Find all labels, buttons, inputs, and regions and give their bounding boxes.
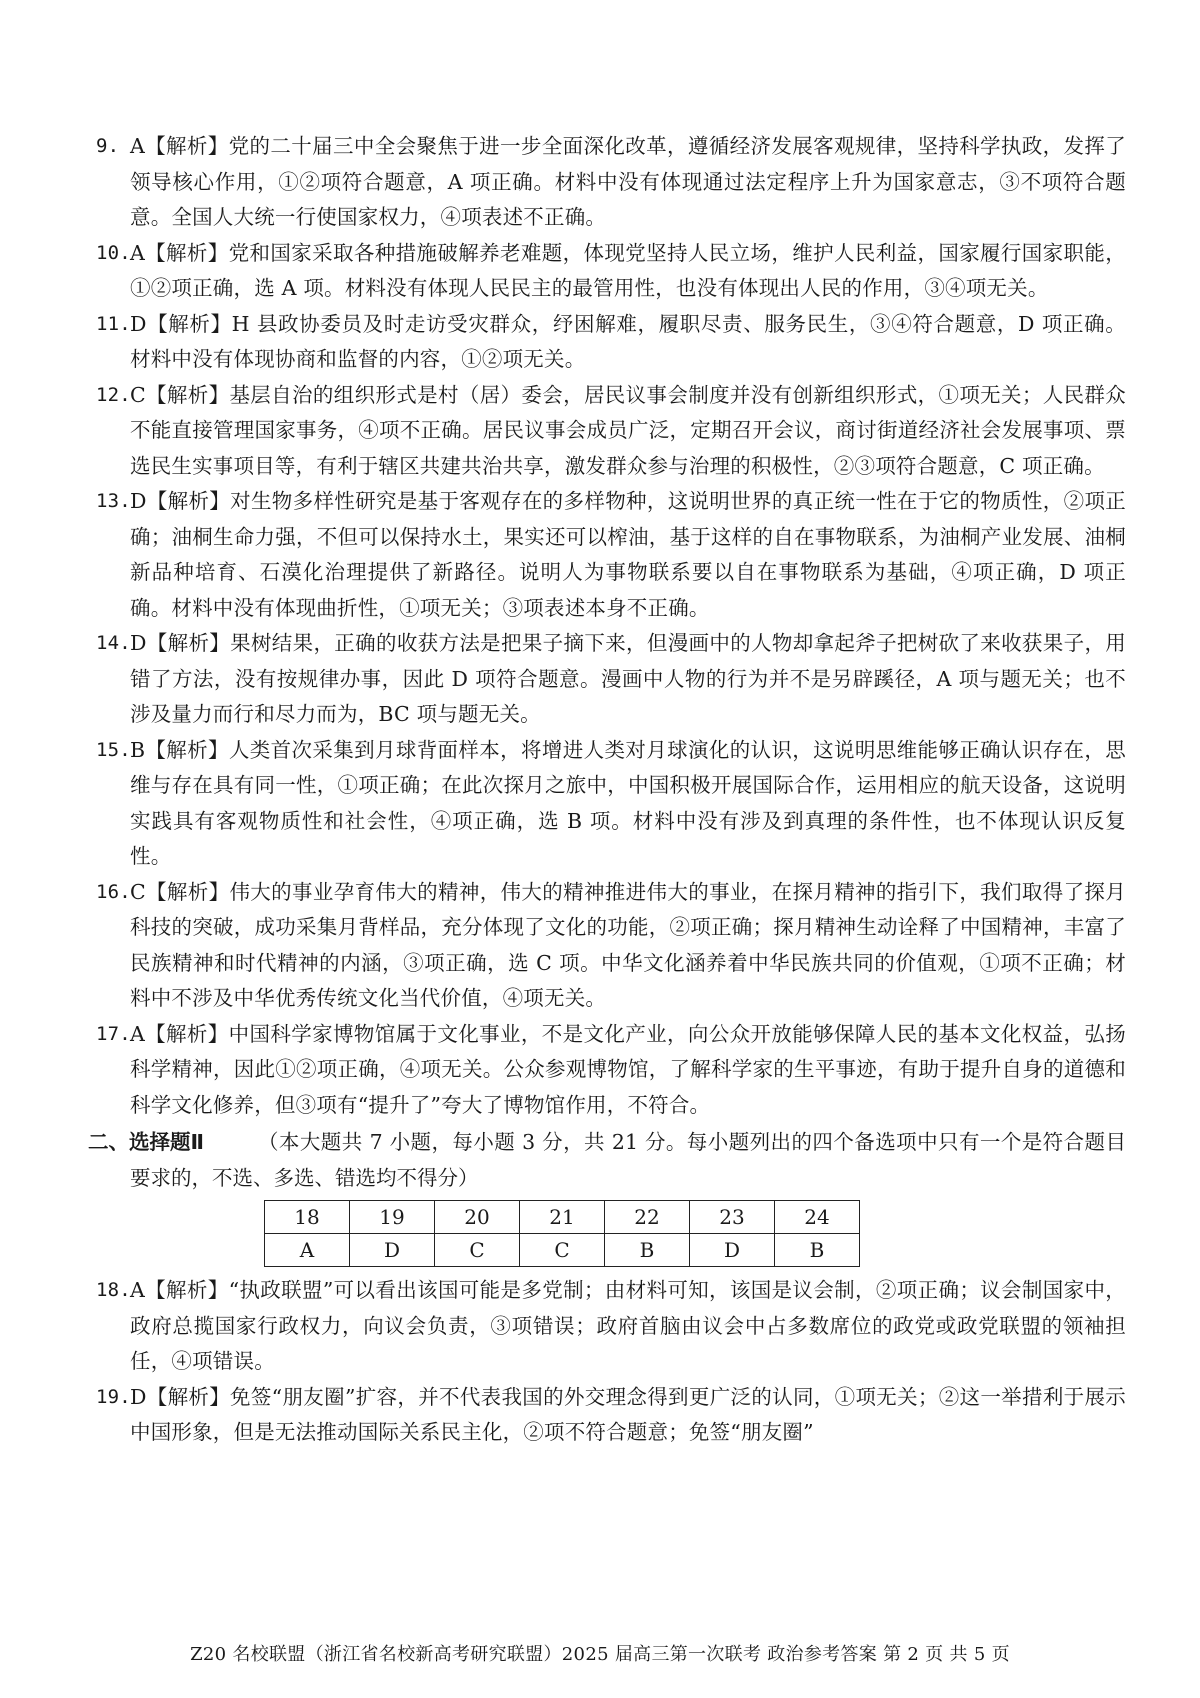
item-number: 14. bbox=[96, 632, 131, 654]
item-number: 12. bbox=[96, 383, 131, 406]
item-text: D【解析】果树结果，正确的收获方法是把果子摘下来，但漫画中的人物却拿起斧子把树砍了来收获果子，用错了方法，没有按规律办事，因此 D 项符合题意。漫画中人物的行为并不是另辟蹊径，A 项与题无关；也不涉及量力而行和尽力而为，BC 项与题无关。 bbox=[130, 631, 1126, 726]
answer-item-12 bbox=[96, 378, 1126, 485]
answer-item-17 bbox=[96, 1017, 1126, 1124]
item-text: B【解析】人类首次采集到月球背面样本，将增进人类对月球演化的认识，这说明思维能够正确认识存在，思维与存在具有同一性，①项正确；在此次探月之旅中，中国积极开展国际合作，运用相应的航天设备，这说明实践具有客观物质性和社会性，④项正确，选 B 项。材料中没有涉及到真理的条件性，也不体现认识反复性。 bbox=[130, 737, 1126, 868]
item-text: A【解析】党和国家采取各种措施破解养老难题，体现党坚持人民立场，维护人民利益，国家履行国家职能，①②项正确，选 A 项。材料没有体现人民民主的最管用性，也没有体现出人民的作用，③④项无关。 bbox=[130, 240, 1126, 300]
answer-letter-cell: B bbox=[775, 1234, 860, 1267]
answer-letter-cell: B bbox=[605, 1234, 690, 1267]
answer-letter-cell: D bbox=[690, 1234, 775, 1267]
item-number: 17. bbox=[96, 1022, 131, 1045]
item-number: 18. bbox=[96, 1279, 131, 1301]
page-content bbox=[88, 129, 1126, 1451]
item-text: C【解析】基层自治的组织形式是村（居）委会，居民议事会制度并没有创新组织形式，①项无关；人民群众不能直接管理国家事务，④项不正确。居民议事会成员广泛，定期召开会议，商讨街道经济社会发展事项、票选民生实事项目等，有利于辖区共建共治共享，激发群众参与治理的积极性，②③项符合题意，C 项正确。 bbox=[130, 382, 1126, 478]
answer-item-15 bbox=[96, 733, 1126, 875]
answer-letter-row bbox=[265, 1234, 860, 1267]
answer-item-13 bbox=[96, 484, 1126, 626]
item-text: A【解析】“执政联盟”可以看出该国可能是多党制；由材料可知，该国是议会制，②项正确；议会制国家中，政府总揽国家行政权力，向议会负责，③项错误；政府首脑由议会中占多数席位的政党或政党联盟的领袖担任，④项错误。 bbox=[130, 1278, 1126, 1373]
item-number: 19. bbox=[96, 1385, 131, 1408]
question-number-row bbox=[265, 1201, 860, 1234]
answer-table bbox=[264, 1200, 860, 1267]
section-description: （本大题共 7 小题，每小题 3 分，共 21 分。每小题列出的四个备选项中只有一个是符合题目要求的，不选、多选、错选均不得分） bbox=[130, 1130, 1126, 1190]
item-text: D【解析】免签“朋友圈”扩容，并不代表我国的外交理念得到更广泛的认同，①项无关；②这一举措利于展示中国形象，但是无法推动国际关系民主化，②项不符合题意；免签“朋友圈” bbox=[130, 1384, 1126, 1444]
answer-item-11 bbox=[96, 307, 1126, 378]
item-number: 16. bbox=[96, 880, 131, 903]
answer-item-14 bbox=[96, 626, 1126, 733]
answer-letter-cell: C bbox=[520, 1234, 605, 1267]
question-number-cell: 20 bbox=[435, 1201, 520, 1234]
item-text: A【解析】党的二十届三中全会聚焦于进一步全面深化改革，遵循经济发展客观规律，坚持科学执政，发挥了领导核心作用，①②项符合题意，A 项正确。材料中没有体现通过法定程序上升为国家意志，③不项符合题意。全国人大统一行使国家权力，④项表述不正确。 bbox=[130, 134, 1126, 229]
question-number-cell: 19 bbox=[350, 1201, 435, 1234]
item-text: C【解析】伟大的事业孕育伟大的精神，伟大的精神推进伟大的事业，在探月精神的指引下，我们取得了探月科技的突破，成功采集月背样品，充分体现了文化的功能，②项正确；探月精神生动诠释了中国精神，丰富了民族精神和时代精神的内涵，③项正确，选 C 项。中华文化涵养着中华民族共同的价值观，①项不正确；材料中不涉及中华优秀传统文化当代价值，④项无关。 bbox=[130, 879, 1126, 1010]
item-text: D【解析】H 县政协委员及时走访受灾群众，纾困解难，履职尽责、服务民生，③④符合题意，D 项正确。材料中没有体现协商和监督的内容，①②项无关。 bbox=[130, 311, 1126, 371]
item-number: 11. bbox=[96, 312, 131, 335]
question-number-cell: 22 bbox=[605, 1201, 690, 1234]
question-number-cell: 21 bbox=[520, 1201, 605, 1234]
question-number-cell: 18 bbox=[265, 1201, 350, 1234]
answer-letter-cell: A bbox=[265, 1234, 350, 1267]
item-number: 13. bbox=[96, 490, 131, 512]
item-text: D【解析】对生物多样性研究是基于客观存在的多样物种，这说明世界的真正统一性在于它的物质性，②项正确；油桐生命力强，不但可以保持水土，果实还可以榨油，基于这样的自在事物联系，为油桐产业发展、油桐新品种培育、石漠化治理提供了新路径。说明人为事物联系要以自在事物联系为基础，④项正确，D 项正确。材料中没有体现曲折性，①项无关；③项表述本身不正确。 bbox=[130, 489, 1126, 620]
answer-item-10 bbox=[96, 236, 1126, 307]
section-title: 二、选择题Ⅱ bbox=[88, 1130, 205, 1154]
question-number-cell: 23 bbox=[690, 1201, 775, 1234]
answer-letter-cell: D bbox=[350, 1234, 435, 1267]
answer-letter-cell: C bbox=[435, 1234, 520, 1267]
item-number: 10. bbox=[96, 241, 131, 264]
item-number: 15. bbox=[96, 738, 131, 761]
answer-item-9 bbox=[96, 129, 1126, 236]
page-footer: Z20 名校联盟（浙江省名校新高考研究联盟）2025 届高三第一次联考 政治参考答案 第 2 页 共 5 页 bbox=[190, 1644, 1010, 1665]
answer-item-18 bbox=[96, 1273, 1126, 1380]
item-number: 9. bbox=[96, 135, 120, 157]
answer-item-16 bbox=[96, 875, 1126, 1017]
question-number-cell: 24 bbox=[775, 1201, 860, 1234]
section-2-heading bbox=[88, 1125, 1126, 1196]
item-text: A【解析】中国科学家博物馆属于文化事业，不是文化产业，向公众开放能够保障人民的基本文化权益，弘扬科学精神，因此①②项正确，④项无关。公众参观博物馆，了解科学家的生平事迹，有助于提升自身的道德和科学文化修养，但③项有“提升了”夸大了博物馆作用，不符合。 bbox=[130, 1021, 1126, 1117]
answer-item-19 bbox=[96, 1380, 1126, 1451]
